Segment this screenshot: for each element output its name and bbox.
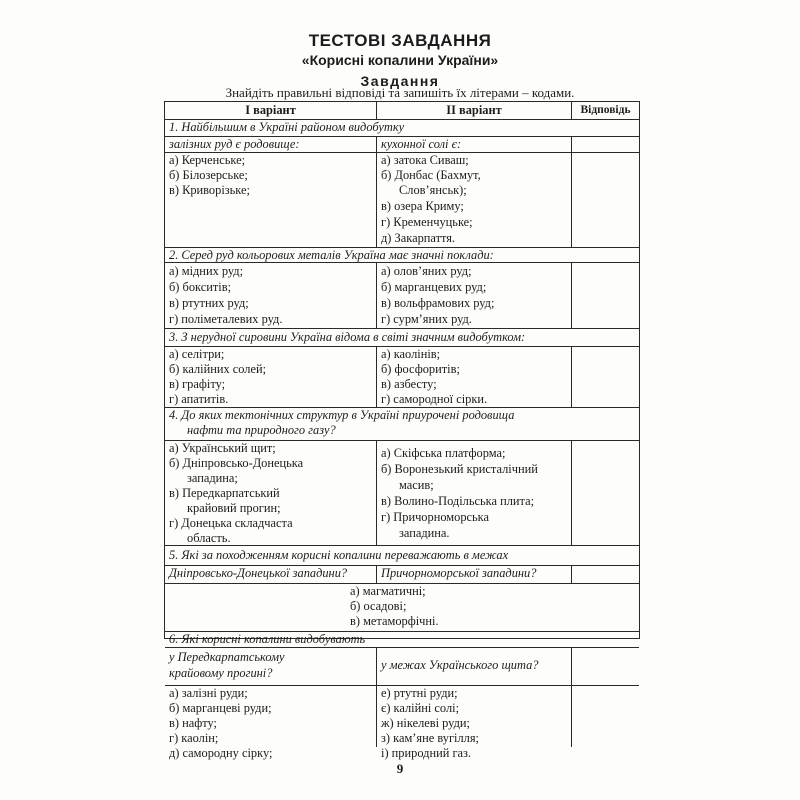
q6-option: а) залізні руди; — [169, 686, 248, 700]
q5-option: б) осадові; — [350, 599, 407, 613]
column-divider — [571, 647, 572, 747]
q1-option: в) Криворізьке; — [169, 183, 250, 197]
q6-option: в) нафту; — [169, 716, 217, 730]
q4-option: масив; — [399, 478, 434, 492]
column-divider — [571, 262, 572, 328]
page-number: 9 — [396, 761, 404, 776]
column-divider — [376, 262, 377, 328]
q4-option: западина; — [187, 471, 238, 485]
q4-option: область. — [187, 531, 231, 545]
q1-option: г) Кременчуцьке; — [381, 215, 473, 229]
q3-option: а) каолінів; — [381, 347, 441, 361]
page-subtitle: «Корисні копалини України» — [301, 52, 499, 68]
header-answer: Відповідь — [580, 104, 631, 116]
q6-option: б) марганцеві руди; — [169, 701, 272, 715]
tasks-heading: Завдання — [360, 73, 440, 89]
column-divider — [376, 647, 377, 747]
q6-option: е) ртутні руди; — [381, 686, 458, 700]
q6-option: д) самородну сірку; — [169, 746, 273, 760]
question-5: 5. Які за походженням корисні копалини переважають в межах — [169, 548, 509, 562]
q2-option: в) ртутних руд; — [169, 296, 249, 310]
q6-option: з) кам’яне вугілля; — [381, 731, 479, 745]
q5-subheading-v2: Причорноморської западини? — [381, 566, 537, 580]
column-divider — [376, 440, 377, 545]
row-divider — [165, 545, 639, 546]
question-4: 4. До яких тектонічних структур в Україні приурочені родовища — [169, 408, 515, 422]
column-divider — [571, 440, 572, 545]
question-1: 1. Найбільшим в Україні районом видобутку — [169, 120, 405, 134]
q6-option: є) калійні солі; — [381, 701, 460, 715]
q2-option: б) бокситів; — [169, 280, 232, 294]
q4-option: крайовий прогин; — [187, 501, 281, 515]
q6-option: і) природний газ. — [381, 746, 472, 760]
q4-option: г) Донецька складчаста — [169, 516, 293, 530]
q3-option: в) азбесту; — [381, 377, 437, 391]
page-title: ТЕСТОВІ ЗАВДАННЯ — [308, 31, 492, 50]
q5-subheading-v1: Дніпровсько-Донецької западини? — [169, 566, 348, 580]
row-divider — [165, 647, 639, 648]
header-variant-2: II варіант — [446, 103, 502, 117]
q6-option: г) каолін; — [169, 731, 219, 745]
q2-option: г) сурм’яних руд. — [381, 312, 472, 326]
q2-option: в) вольфрамових руд; — [381, 296, 495, 310]
q4-option: в) Волино-Подільська плита; — [381, 494, 535, 508]
q3-option: в) графіту; — [169, 377, 226, 391]
instruction-text: Знайдіть правильні відповіді та запишіть їх літерами – кодами. — [225, 85, 575, 100]
q2-option: б) марганцевих руд; — [381, 280, 487, 294]
column-divider — [571, 136, 572, 247]
q3-option: г) апатитів. — [169, 392, 229, 406]
column-divider — [571, 346, 572, 407]
question-3: 3. З нерудної сировини Україна відома в світі значним видобутком: — [169, 330, 526, 344]
q1-subheading-v2: кухонної солі є: — [381, 137, 462, 151]
column-divider — [376, 565, 377, 583]
q2-option: а) олов’яних руд; — [381, 264, 472, 278]
header-variant-1: I варіант — [245, 103, 296, 117]
q3-option: б) фосфоритів; — [381, 362, 460, 376]
q3-option: б) калійних солей; — [169, 362, 267, 376]
q3-option: а) селітри; — [169, 347, 225, 361]
question-4-cont: нафти та природного газу? — [187, 423, 336, 437]
q4-option: а) Український щит; — [169, 441, 276, 455]
q1-option: б) Донбас (Бахмут, — [381, 168, 481, 182]
column-divider — [376, 346, 377, 407]
q4-option: г) Причорноморська — [381, 510, 490, 524]
q4-option: б) Воронезький кристалічний — [381, 462, 538, 476]
q1-subheading-v1: залізних руд є родовище: — [169, 137, 300, 151]
q4-option: в) Передкарпатський — [169, 486, 280, 500]
q3-option: г) самородної сірки. — [381, 392, 488, 406]
question-6: 6. Які корисні копалини видобувають — [169, 632, 366, 646]
q2-option: г) поліметалевих руд. — [169, 312, 283, 326]
q4-option: западина. — [399, 526, 450, 540]
question-2: 2. Серед руд кольорових металів Україна має значні поклади: — [169, 248, 494, 262]
q1-option: Слов’янськ); — [399, 183, 467, 197]
q1-option: д) Закарпаття. — [381, 231, 456, 245]
q6-subheading-v2: у межах Українського щита? — [381, 658, 539, 672]
q1-option: в) озера Криму; — [381, 199, 464, 213]
column-divider — [376, 136, 377, 247]
q5-option: а) магматичні; — [350, 584, 426, 598]
test-table — [164, 101, 640, 760]
q1-option: а) затока Сиваш; — [381, 153, 469, 167]
q1-option: б) Білозерське; — [169, 168, 248, 182]
q4-option: а) Скіфська платформа; — [381, 446, 506, 460]
q6-subheading-v1-cont: крайовому прогині? — [169, 666, 273, 680]
q2-option: а) мідних руд; — [169, 264, 244, 278]
q6-option: ж) нікелеві руди; — [381, 716, 470, 730]
q6-subheading-v1: у Передкарпатському — [169, 650, 285, 664]
q5-option: в) метаморфічні. — [350, 614, 439, 628]
q1-option: а) Керченське; — [169, 153, 246, 167]
column-divider — [571, 565, 572, 583]
q4-option: б) Дніпровсько-Донецька — [169, 456, 304, 470]
